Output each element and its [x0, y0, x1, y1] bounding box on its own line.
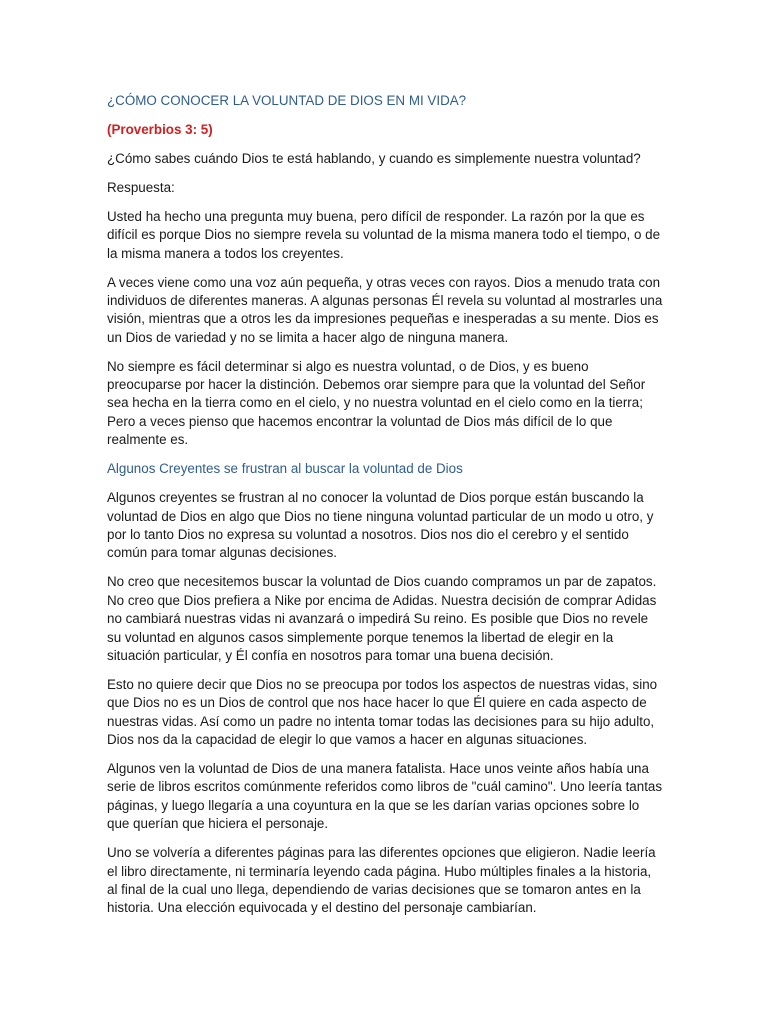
paragraph: No siempre es fácil determinar si algo es nuestra voluntad, o de Dios, y es bueno preocuparse por hacer la distinción. Debemos orar siempre para que la voluntad del Señor sea hecha en la tierra como en el cielo, y no nuestra voluntad en el cielo como en la tierra; Pero a veces pienso que hacemos encontrar la voluntad de Dios más difícil de lo que realmente es.: [107, 358, 646, 448]
paragraph: Uno se volvería a diferentes páginas para las diferentes opciones que eligieron. Nadie leería el libro directamente, ni terminaría leyendo cada página. Hubo múltiples finales a la historia, al final de la cual uno llega, dependiendo de varias decisiones que se tomaron antes en la historia. Una elección equivocada y el destino del personaje cambiarían.: [107, 845, 656, 916]
section-heading: Algunos Creyentes se frustran al buscar la voluntad de Dios: [107, 461, 463, 477]
paragraph: Algunos creyentes se frustran al no conocer la voluntad de Dios porque están buscando la voluntad de Dios en algo que Dios no tiene ninguna voluntad particular de un modo u otro, y por lo tanto Dios no expresa su voluntad a nosotros. Dios nos dio el cerebro y el sentido común para tomar algunas decisiones.: [107, 490, 654, 561]
document-title: ¿CÓMO CONOCER LA VOLUNTAD DE DIOS EN MI VIDA?: [107, 93, 467, 108]
bible-reference: (Proverbios 3: 5): [107, 122, 213, 137]
question-text: ¿Cómo sabes cuándo Dios te está hablando, y cuando es simplemente nuestra voluntad?: [107, 151, 641, 166]
paragraph: Esto no quiere decir que Dios no se preocupa por todos los aspectos de nuestras vidas, sino que Dios no es un Dios de control que nos hace hacer lo que Él quiere en cada aspecto de nuestras vidas. Así como un padre no intenta tomar todas las decisiones para su hijo adulto, Dios nos da la capacidad de elegir lo que vamos a hacer en algunas situaciones.: [107, 676, 658, 748]
paragraph: No creo que necesitemos buscar la voluntad de Dios cuando compramos un par de zapatos. No creo que Dios prefiera a Nike por encima de Adidas. Nuestra decisión de comprar Adidas no cambiará nuestras vidas ni avanzará o impedirá Su reino. Es posible que Dios no revele su voluntad en algunos casos simplemente porque tenemos la libertad de elegir en la situación particular, y Él confía en nosotros para tomar una buena decisión.: [107, 574, 657, 663]
paragraph: A veces viene como una voz aún pequeña, y otras veces con rayos. Dios a menudo trata con individuos de diferentes maneras. A algunas personas Él revela su voluntad al mostrarles una visión, mientras que a otros les da impresiones pequeñas e inesperadas a su mente. Dios es un Dios de variedad y no se limita a hacer algo de ninguna manera.: [107, 274, 663, 345]
paragraph: Algunos ven la voluntad de Dios de una manera fatalista. Hace unos veinte años había una serie de libros escritos comúnmente referidos como libros de "cuál camino". Uno leería tantas páginas, y luego llegaría a una coyuntura en la que se les darían varias opciones sobre lo que querían que hiciera el personaje.: [107, 760, 663, 832]
paragraph: Usted ha hecho una pregunta muy buena, pero difícil de responder. La razón por la que es difícil es porque Dios no siempre revela su voluntad de la misma manera todo el tiempo, o de la misma manera a todos los creyentes.: [107, 208, 661, 261]
answer-label: Respuesta:: [107, 179, 175, 195]
